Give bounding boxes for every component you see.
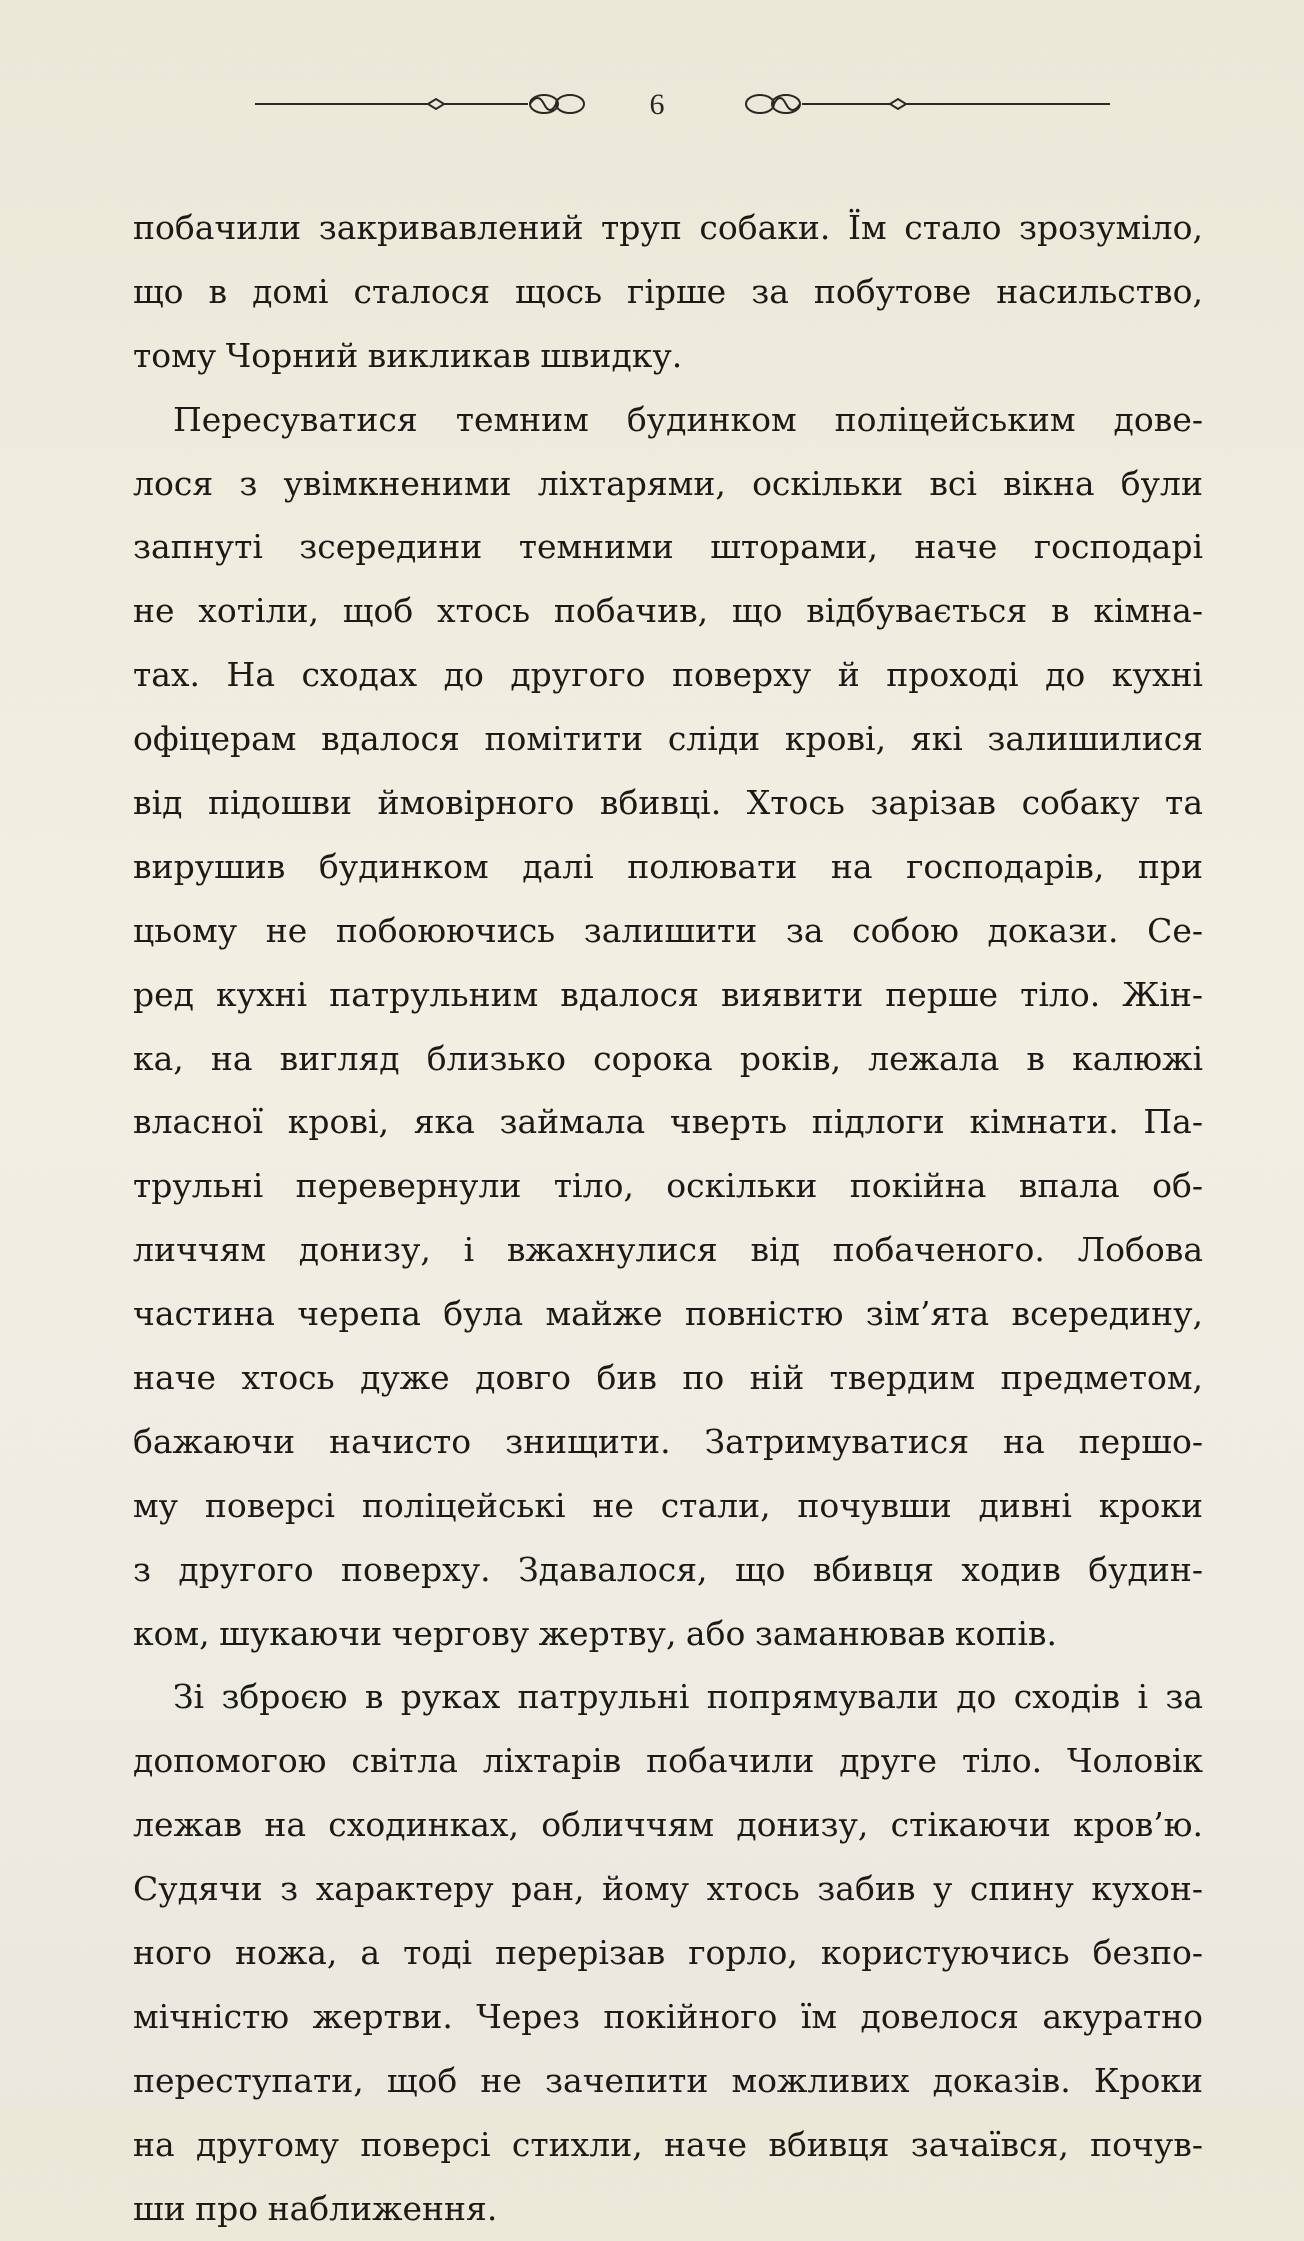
text-line: наче хтось дуже довго бив по ній твердим предметом, — [133, 1358, 1203, 1398]
paragraph-first-line: Зі зброєю в руках патрульні попрямували до сходів і за — [173, 1677, 1203, 1717]
text-line: му поверсі поліцейські не стали, почувши дивні кроки — [133, 1485, 1203, 1525]
ornament-diamond-left — [428, 99, 444, 109]
paragraph-first-line: Пересуватися темним будинком поліцейським дове- — [173, 399, 1203, 439]
text-line: переступати, щоб не зачепити можливих доказів. Кроки — [133, 2060, 1203, 2100]
text-line: запнуті зсередини темними шторами, наче господарі — [133, 527, 1203, 567]
ornament-diamond-right — [890, 99, 906, 109]
text-line: офіцерам вдалося помітити сліди крові, які залишилися — [133, 719, 1203, 759]
text-line: власної крові, яка займала чверть підлоги кімнати. Па- — [133, 1102, 1203, 1142]
ornament-swirl-right — [746, 95, 800, 113]
text-line: лося з увімкненими ліхтарями, оскільки всі вікна були — [133, 463, 1203, 503]
text-line: вирушив будинком далі полювати на господарів, при — [133, 846, 1203, 886]
text-line: цьому не побоюючись залишити за собою докази. Се- — [133, 910, 1203, 950]
text-line: ного ножа, а тоді перерізав горло, користуючись безпо- — [133, 1933, 1203, 1973]
text-line: Судячи з характеру ран, йому хтось забив у спину кухон- — [133, 1869, 1203, 1909]
text-line: з другого поверху. Здавалося, що вбивця ходив будин- — [133, 1549, 1203, 1589]
text-line: допомогою світла ліхтарів побачили друге тіло. Чоловік — [133, 1741, 1203, 1781]
text-line: тому Чорний викликав швидку. — [133, 335, 683, 375]
page-number: 6 — [649, 88, 665, 121]
page-header — [0, 82, 1304, 136]
text-line: від підошви ймовірного вбивці. Хтось зарізав собаку та — [133, 783, 1203, 823]
text-line: личчям донизу, і вжахнулися від побаченого. Лобова — [133, 1230, 1203, 1270]
text-line: трульні перевернули тіло, оскільки покійна впала об- — [133, 1166, 1203, 1206]
text-line: ка, на вигляд близько сорока років, лежала в калюжі — [133, 1038, 1203, 1078]
text-line: лежав на сходинках, обличчям донизу, стікаючи кров’ю. — [133, 1805, 1203, 1845]
text-line: частина черепа була майже повністю зім’ята всередину, — [133, 1294, 1203, 1334]
text-line: бажаючи начисто знищити. Затримуватися на першо- — [133, 1421, 1203, 1461]
text-line: що в домі сталося щось гірше за побутове насильство, — [133, 271, 1203, 311]
text-line: побачили закривавлений труп собаки. Їм стало зрозуміло, — [133, 208, 1203, 247]
ornament-swirl-left — [530, 95, 584, 113]
text-line: тах. На сходах до другого поверху й проході до кухні — [133, 655, 1203, 695]
body-text — [133, 196, 1203, 2241]
text-line: ши про наближення. — [133, 2188, 498, 2228]
text-line: не хотіли, щоб хтось побачив, що відбувається в кімна- — [133, 591, 1203, 631]
text-line: на другому поверсі стихли, наче вбивця зачаївся, почув- — [133, 2124, 1203, 2164]
text-line: ком, шукаючи чергову жертву, або заманював копів. — [133, 1613, 1057, 1653]
text-line: мічністю жертви. Через покійного їм довелося акуратно — [133, 1996, 1203, 2036]
text-line: ред кухні патрульним вдалося виявити перше тіло. Жін- — [133, 974, 1203, 1014]
